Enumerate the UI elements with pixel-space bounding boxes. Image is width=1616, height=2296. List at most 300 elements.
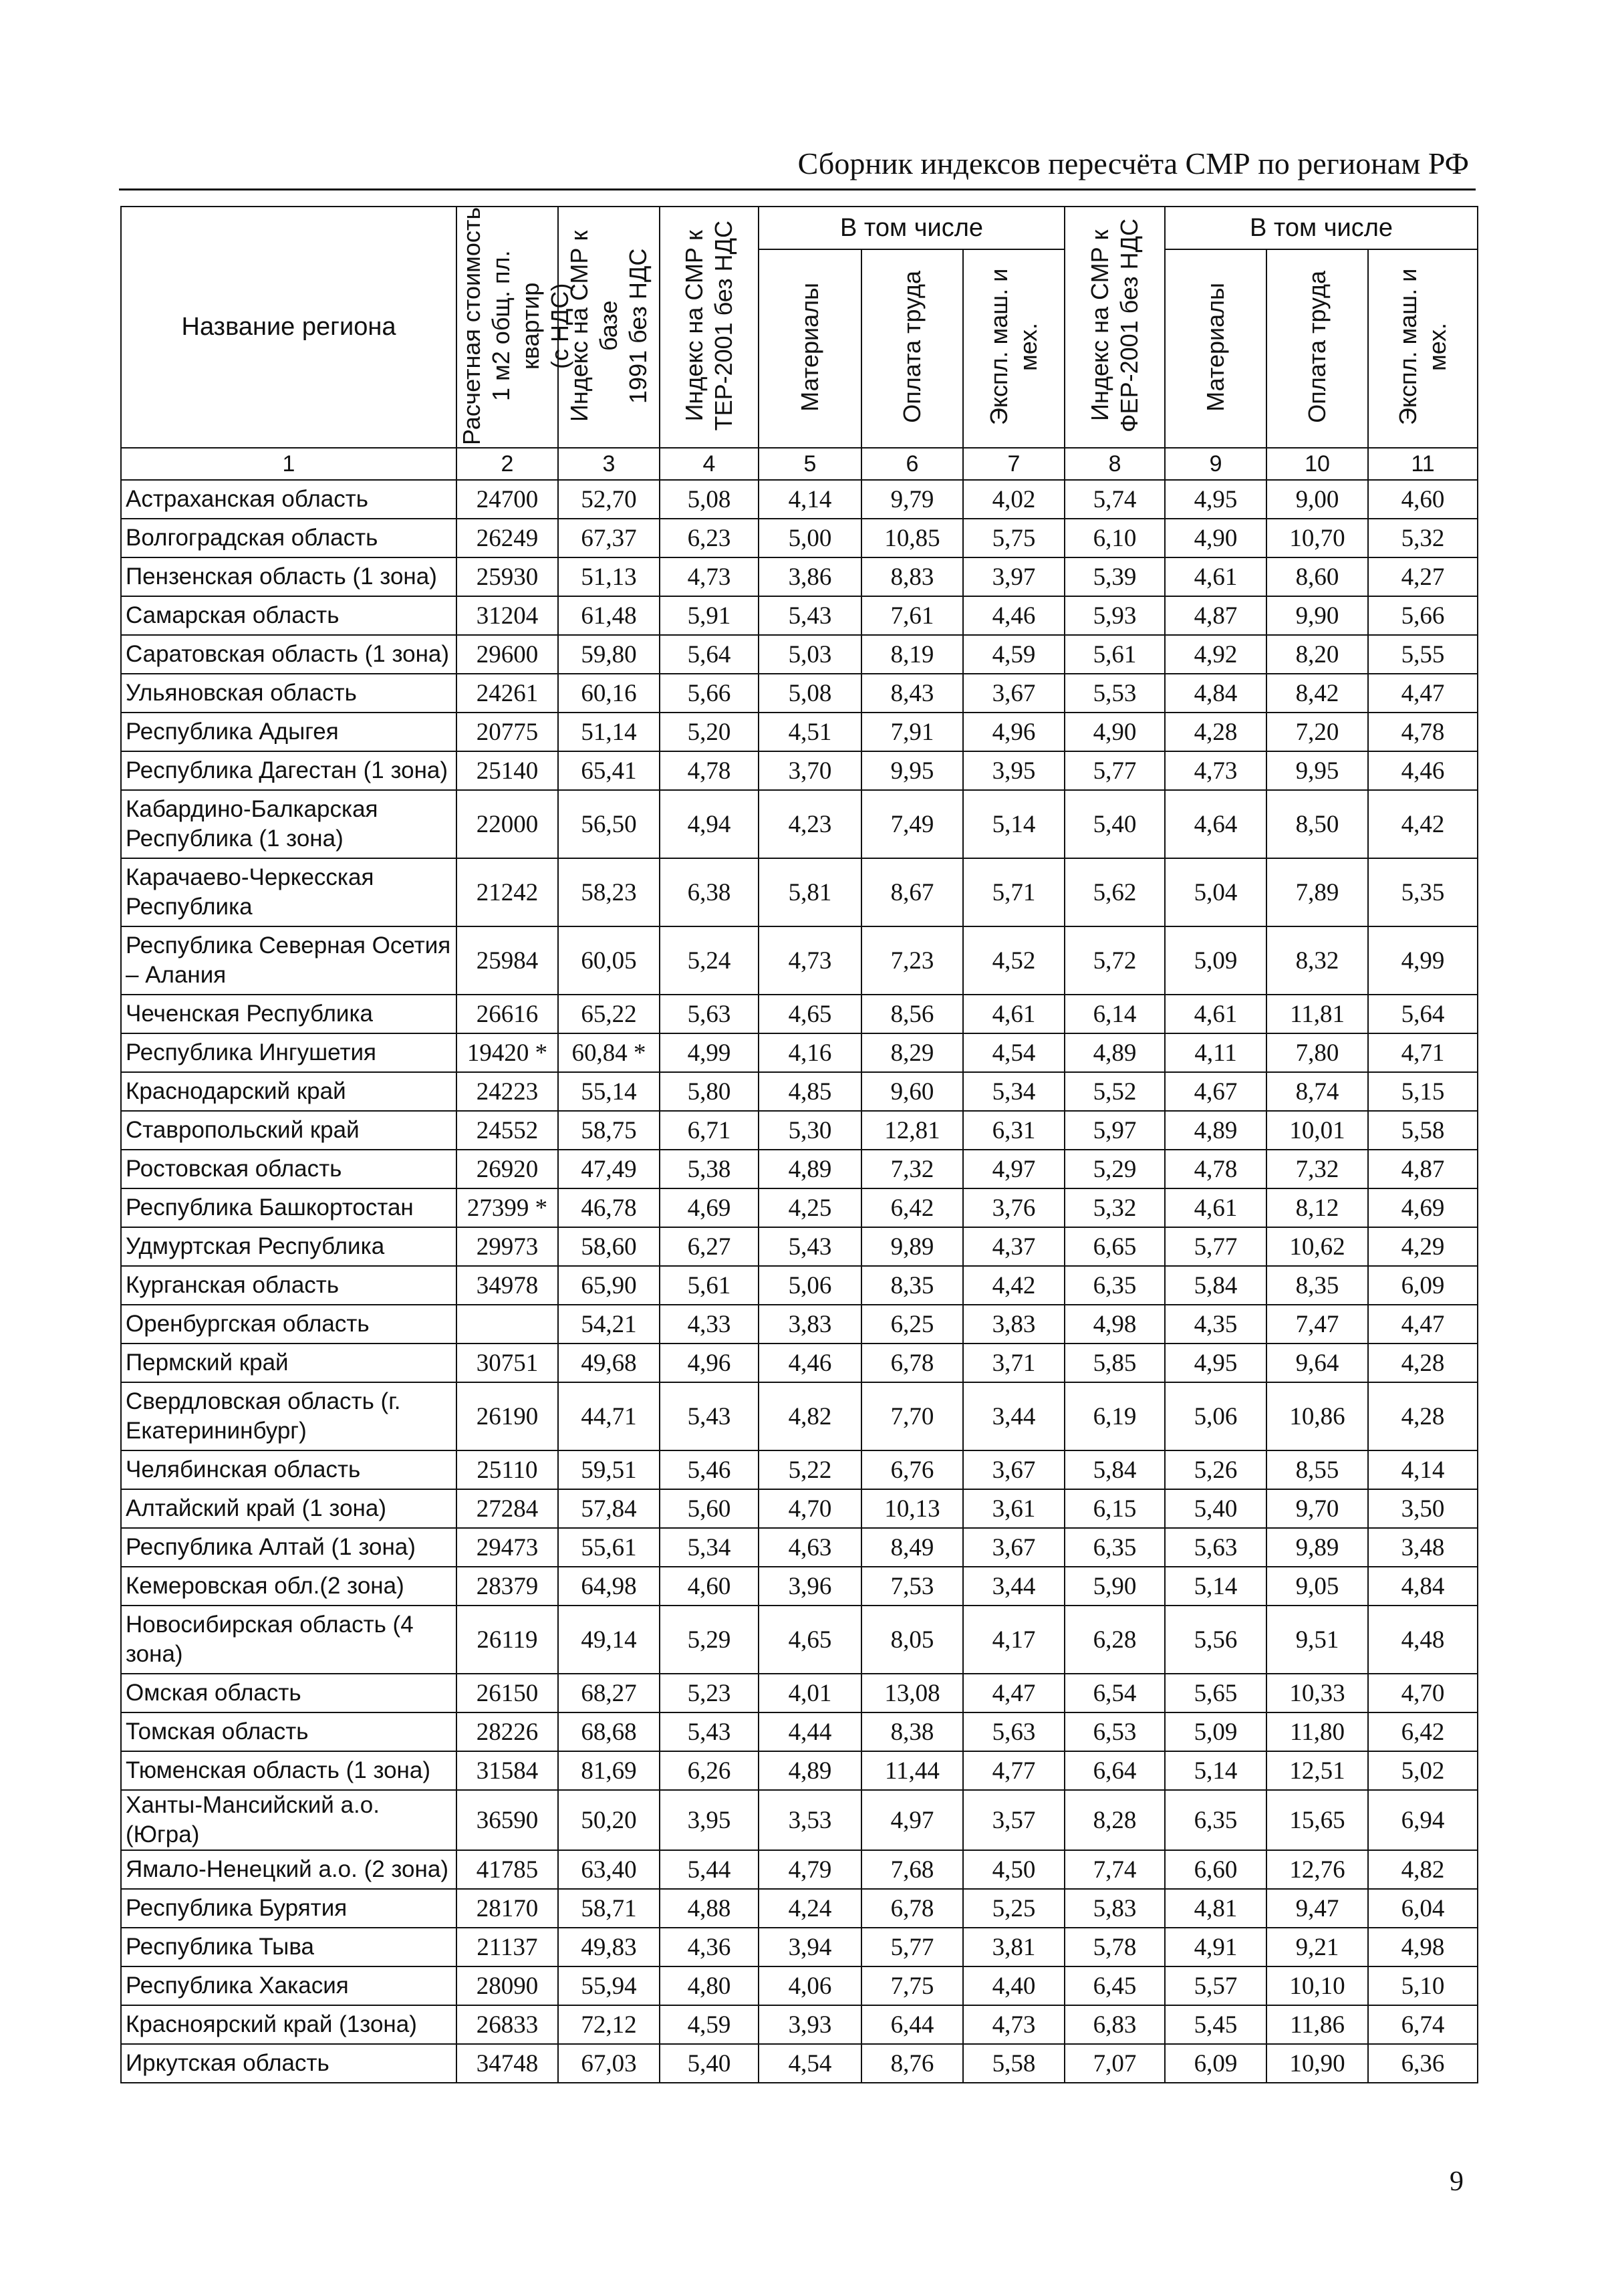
value-cell: 12,76 — [1266, 1850, 1368, 1889]
value-cell: 4,46 — [759, 1344, 861, 1382]
value-cell: 5,64 — [660, 635, 759, 674]
value-cell: 3,71 — [963, 1344, 1065, 1382]
value-cell: 3,67 — [963, 1528, 1065, 1567]
value-cell: 24223 — [456, 1072, 558, 1111]
value-cell: 26920 — [456, 1150, 558, 1188]
value-cell: 4,78 — [1368, 713, 1478, 751]
value-cell: 5,66 — [1368, 596, 1478, 635]
value-cell: 4,37 — [963, 1227, 1065, 1266]
value-cell: 4,54 — [759, 2044, 861, 2083]
value-cell: 21137 — [456, 1928, 558, 1966]
value-cell: 5,10 — [1368, 1966, 1478, 2005]
value-cell: 5,06 — [1165, 1382, 1266, 1450]
value-cell: 4,96 — [963, 713, 1065, 751]
value-cell: 4,80 — [660, 1966, 759, 2005]
value-cell: 60,05 — [558, 926, 660, 995]
value-cell: 25930 — [456, 557, 558, 596]
value-cell: 4,61 — [1165, 1188, 1266, 1227]
value-cell: 61,48 — [558, 596, 660, 635]
value-cell: 4,64 — [1165, 790, 1266, 858]
value-cell: 28170 — [456, 1889, 558, 1928]
value-cell: 5,39 — [1065, 557, 1165, 596]
value-cell: 51,13 — [558, 557, 660, 596]
value-cell: 7,75 — [861, 1966, 963, 2005]
value-cell: 6,28 — [1065, 1606, 1165, 1674]
value-cell: 4,29 — [1368, 1227, 1478, 1266]
table-row — [121, 1489, 1478, 1528]
value-cell: 4,89 — [759, 1150, 861, 1188]
table-row — [121, 751, 1478, 790]
value-cell: 6,71 — [660, 1111, 759, 1150]
value-cell: 4,48 — [1368, 1606, 1478, 1674]
value-cell: 4,97 — [861, 1790, 963, 1850]
value-cell: 10,90 — [1266, 2044, 1368, 2083]
value-cell: 5,32 — [1065, 1188, 1165, 1227]
value-cell: 5,08 — [660, 480, 759, 519]
region-name-cell: Новосибирская область (4 зона) — [121, 1606, 456, 1674]
region-name-cell: Краснодарский край — [121, 1072, 456, 1111]
table-row — [121, 1072, 1478, 1111]
column-number-cell: 7 — [963, 448, 1065, 480]
column-number-cell: 6 — [861, 448, 963, 480]
value-cell: 25110 — [456, 1450, 558, 1489]
header-materials-fer-label: Материалы — [1202, 282, 1230, 412]
table-row — [121, 480, 1478, 519]
value-cell: 4,79 — [759, 1850, 861, 1889]
value-cell: 4,88 — [660, 1889, 759, 1928]
value-cell: 4,70 — [759, 1489, 861, 1528]
value-cell: 49,14 — [558, 1606, 660, 1674]
value-cell: 8,19 — [861, 635, 963, 674]
table-row — [121, 1751, 1478, 1790]
table-row — [121, 1528, 1478, 1567]
value-cell: 65,41 — [558, 751, 660, 790]
value-cell: 3,83 — [963, 1305, 1065, 1344]
value-cell: 24700 — [456, 480, 558, 519]
value-cell: 4,99 — [660, 1033, 759, 1072]
value-cell: 8,29 — [861, 1033, 963, 1072]
table-row — [121, 596, 1478, 635]
value-cell: 5,30 — [759, 1111, 861, 1150]
value-cell: 7,47 — [1266, 1305, 1368, 1344]
value-cell: 11,86 — [1266, 2005, 1368, 2044]
header-materials-ter — [759, 249, 861, 448]
value-cell: 6,14 — [1065, 995, 1165, 1033]
value-cell: 5,80 — [660, 1072, 759, 1111]
value-cell: 6,35 — [1165, 1790, 1266, 1850]
value-cell: 4,65 — [759, 1606, 861, 1674]
value-cell: 5,29 — [660, 1606, 759, 1674]
value-cell: 13,08 — [861, 1674, 963, 1712]
value-cell: 56,50 — [558, 790, 660, 858]
value-cell: 63,40 — [558, 1850, 660, 1889]
value-cell: 4,82 — [1368, 1850, 1478, 1889]
value-cell: 6,42 — [861, 1188, 963, 1227]
value-cell: 4,73 — [660, 557, 759, 596]
value-cell: 5,74 — [1065, 480, 1165, 519]
value-cell: 3,44 — [963, 1567, 1065, 1606]
value-cell: 57,84 — [558, 1489, 660, 1528]
table-row — [121, 1111, 1478, 1150]
value-cell: 9,64 — [1266, 1344, 1368, 1382]
value-cell: 4,89 — [759, 1751, 861, 1790]
table-row — [121, 1850, 1478, 1889]
header-materials-ter-label: Материалы — [796, 282, 823, 412]
value-cell: 6,65 — [1065, 1227, 1165, 1266]
value-cell: 10,01 — [1266, 1111, 1368, 1150]
value-cell: 5,06 — [759, 1266, 861, 1305]
region-name-cell: Оренбургская область — [121, 1305, 456, 1344]
value-cell: 59,51 — [558, 1450, 660, 1489]
region-name-cell: Свердловская область (г. Екатерининбург) — [121, 1382, 456, 1450]
value-cell: 9,95 — [1266, 751, 1368, 790]
value-cell: 5,55 — [1368, 635, 1478, 674]
value-cell: 3,95 — [660, 1790, 759, 1850]
value-cell: 8,76 — [861, 2044, 963, 2083]
value-cell: 26119 — [456, 1606, 558, 1674]
column-number-cell: 11 — [1368, 448, 1478, 480]
header-divider — [119, 188, 1476, 190]
table-row — [121, 858, 1478, 926]
value-cell: 5,65 — [1165, 1674, 1266, 1712]
value-cell: 6,36 — [1368, 2044, 1478, 2083]
value-cell: 5,58 — [963, 2044, 1065, 2083]
value-cell: 6,78 — [861, 1889, 963, 1928]
value-cell: 4,17 — [963, 1606, 1065, 1674]
value-cell: 4,90 — [1065, 713, 1165, 751]
value-cell: 6,26 — [660, 1751, 759, 1790]
value-cell: 28226 — [456, 1712, 558, 1751]
value-cell: 6,54 — [1065, 1674, 1165, 1712]
value-cell: 9,21 — [1266, 1928, 1368, 1966]
value-cell: 4,14 — [1368, 1450, 1478, 1489]
value-cell: 5,85 — [1065, 1344, 1165, 1382]
value-cell: 5,44 — [660, 1850, 759, 1889]
value-cell: 4,44 — [759, 1712, 861, 1751]
value-cell: 8,56 — [861, 995, 963, 1033]
value-cell: 6,35 — [1065, 1266, 1165, 1305]
value-cell: 3,83 — [759, 1305, 861, 1344]
region-name-cell: Курганская область — [121, 1266, 456, 1305]
value-cell: 6,53 — [1065, 1712, 1165, 1751]
value-cell: 5,63 — [660, 995, 759, 1033]
value-cell: 24552 — [456, 1111, 558, 1150]
value-cell: 4,61 — [1165, 995, 1266, 1033]
value-cell: 26616 — [456, 995, 558, 1033]
value-cell: 34748 — [456, 2044, 558, 2083]
header-index-fer-label: Индекс на СМР к ФЕР-2001 без НДС — [1086, 219, 1143, 432]
value-cell: 3,97 — [963, 557, 1065, 596]
value-cell: 5,35 — [1368, 858, 1478, 926]
table-body — [121, 480, 1478, 2083]
value-cell: 4,87 — [1165, 596, 1266, 635]
region-name-cell: Тюменская область (1 зона) — [121, 1751, 456, 1790]
value-cell: 5,43 — [759, 1227, 861, 1266]
value-cell: 6,09 — [1165, 2044, 1266, 2083]
header-group-ter: В том числе — [759, 207, 1065, 249]
value-cell: 47,49 — [558, 1150, 660, 1188]
value-cell: 58,60 — [558, 1227, 660, 1266]
value-cell: 7,49 — [861, 790, 963, 858]
value-cell: 6,04 — [1368, 1889, 1478, 1928]
value-cell: 8,12 — [1266, 1188, 1368, 1227]
value-cell: 4,33 — [660, 1305, 759, 1344]
value-cell: 67,37 — [558, 519, 660, 557]
region-name-cell: Астраханская область — [121, 480, 456, 519]
value-cell: 12,81 — [861, 1111, 963, 1150]
value-cell: 5,09 — [1165, 1712, 1266, 1751]
value-cell: 4,73 — [1165, 751, 1266, 790]
value-cell: 4,89 — [1165, 1111, 1266, 1150]
table-row — [121, 2005, 1478, 2044]
column-number-cell: 3 — [558, 448, 660, 480]
region-name-cell: Удмуртская Республика — [121, 1227, 456, 1266]
value-cell: 5,25 — [963, 1889, 1065, 1928]
column-number-cell: 4 — [660, 448, 759, 480]
value-cell: 4,50 — [963, 1850, 1065, 1889]
value-cell: 3,44 — [963, 1382, 1065, 1450]
value-cell: 65,22 — [558, 995, 660, 1033]
value-cell: 7,80 — [1266, 1033, 1368, 1072]
value-cell: 55,94 — [558, 1966, 660, 2005]
header-labor-fer-label: Оплата труда — [1303, 271, 1331, 423]
region-name-cell: Ямало-Ненецкий а.о. (2 зона) — [121, 1850, 456, 1889]
value-cell: 4,90 — [1165, 519, 1266, 557]
table-row — [121, 1227, 1478, 1266]
region-index-table — [120, 206, 1478, 2083]
table-row — [121, 1344, 1478, 1382]
value-cell: 4,78 — [1165, 1150, 1266, 1188]
value-cell: 41785 — [456, 1850, 558, 1889]
value-cell: 26190 — [456, 1382, 558, 1450]
value-cell: 9,95 — [861, 751, 963, 790]
value-cell: 6,78 — [861, 1344, 963, 1382]
region-name-cell: Республика Алтай (1 зона) — [121, 1528, 456, 1567]
value-cell: 26249 — [456, 519, 558, 557]
value-cell: 68,68 — [558, 1712, 660, 1751]
value-cell: 4,40 — [963, 1966, 1065, 2005]
value-cell: 4,52 — [963, 926, 1065, 995]
value-cell: 10,10 — [1266, 1966, 1368, 2005]
region-name-cell: Челябинская область — [121, 1450, 456, 1489]
value-cell: 7,53 — [861, 1567, 963, 1606]
header-labor-fer — [1266, 249, 1368, 448]
value-cell: 5,61 — [660, 1266, 759, 1305]
value-cell: 8,05 — [861, 1606, 963, 1674]
value-cell: 4,61 — [963, 995, 1065, 1033]
value-cell: 5,40 — [1065, 790, 1165, 858]
value-cell: 6,27 — [660, 1227, 759, 1266]
value-cell: 9,79 — [861, 480, 963, 519]
value-cell: 8,35 — [1266, 1266, 1368, 1305]
value-cell: 5,77 — [861, 1928, 963, 1966]
value-cell: 6,42 — [1368, 1712, 1478, 1751]
header-index-ter — [660, 207, 759, 448]
value-cell: 8,32 — [1266, 926, 1368, 995]
header-index-fer — [1065, 207, 1165, 448]
region-name-cell: Кабардино-Балкарская Республика (1 зона) — [121, 790, 456, 858]
value-cell: 29473 — [456, 1528, 558, 1567]
value-cell: 6,31 — [963, 1111, 1065, 1150]
table-row — [121, 674, 1478, 713]
value-cell: 58,71 — [558, 1889, 660, 1928]
value-cell: 5,66 — [660, 674, 759, 713]
value-cell: 3,94 — [759, 1928, 861, 1966]
value-cell: 9,89 — [861, 1227, 963, 1266]
value-cell: 4,81 — [1165, 1889, 1266, 1928]
region-name-cell: Томская область — [121, 1712, 456, 1751]
value-cell: 10,70 — [1266, 519, 1368, 557]
value-cell: 6,09 — [1368, 1266, 1478, 1305]
table-row — [121, 635, 1478, 674]
region-name-cell: Республика Тыва — [121, 1928, 456, 1966]
value-cell: 6,35 — [1065, 1528, 1165, 1567]
value-cell: 6,19 — [1065, 1382, 1165, 1450]
value-cell: 3,67 — [963, 1450, 1065, 1489]
value-cell: 25140 — [456, 751, 558, 790]
value-cell: 58,23 — [558, 858, 660, 926]
value-cell: 31204 — [456, 596, 558, 635]
header-machines-ter-label: Экспл. маш. и мех. — [985, 268, 1043, 426]
value-cell: 4,28 — [1165, 713, 1266, 751]
value-cell: 3,70 — [759, 751, 861, 790]
value-cell: 36590 — [456, 1790, 558, 1850]
value-cell: 46,78 — [558, 1188, 660, 1227]
column-number-cell: 9 — [1165, 448, 1266, 480]
value-cell: 6,94 — [1368, 1790, 1478, 1850]
value-cell: 5,46 — [660, 1450, 759, 1489]
value-cell: 5,45 — [1165, 2005, 1266, 2044]
value-cell: 4,59 — [963, 635, 1065, 674]
value-cell: 4,82 — [759, 1382, 861, 1450]
value-cell: 5,14 — [963, 790, 1065, 858]
value-cell: 27399 * — [456, 1188, 558, 1227]
value-cell: 8,42 — [1266, 674, 1368, 713]
value-cell: 7,32 — [861, 1150, 963, 1188]
value-cell: 5,14 — [1165, 1751, 1266, 1790]
table-row — [121, 1928, 1478, 1966]
table-row — [121, 926, 1478, 995]
value-cell: 3,48 — [1368, 1528, 1478, 1567]
value-cell: 5,81 — [759, 858, 861, 926]
value-cell: 29973 — [456, 1227, 558, 1266]
value-cell: 8,74 — [1266, 1072, 1368, 1111]
value-cell: 4,94 — [660, 790, 759, 858]
region-name-cell: Республика Дагестан (1 зона) — [121, 751, 456, 790]
column-number-cell: 8 — [1065, 448, 1165, 480]
table-row — [121, 519, 1478, 557]
value-cell: 60,84 * — [558, 1033, 660, 1072]
region-name-cell: Кемеровская обл.(2 зона) — [121, 1567, 456, 1606]
value-cell: 6,38 — [660, 858, 759, 926]
value-cell: 5,43 — [660, 1712, 759, 1751]
value-cell: 5,29 — [1065, 1150, 1165, 1188]
value-cell: 4,14 — [759, 480, 861, 519]
value-cell: 5,26 — [1165, 1450, 1266, 1489]
value-cell: 11,44 — [861, 1751, 963, 1790]
value-cell: 5,40 — [660, 2044, 759, 2083]
region-index-table-container — [120, 206, 1477, 2083]
page-header-title: Сборник индексов пересчёта СМР по регионам РФ — [797, 146, 1469, 180]
value-cell: 4,42 — [963, 1266, 1065, 1305]
value-cell: 49,68 — [558, 1344, 660, 1382]
value-cell: 5,00 — [759, 519, 861, 557]
value-cell: 6,23 — [660, 519, 759, 557]
value-cell: 5,78 — [1065, 1928, 1165, 1966]
value-cell: 58,75 — [558, 1111, 660, 1150]
value-cell: 4,47 — [1368, 1305, 1478, 1344]
value-cell: 5,20 — [660, 713, 759, 751]
value-cell: 10,62 — [1266, 1227, 1368, 1266]
value-cell: 4,25 — [759, 1188, 861, 1227]
region-name-cell: Республика Хакасия — [121, 1966, 456, 2005]
value-cell: 5,03 — [759, 635, 861, 674]
value-cell: 20775 — [456, 713, 558, 751]
value-cell: 6,60 — [1165, 1850, 1266, 1889]
value-cell: 4,84 — [1368, 1567, 1478, 1606]
value-cell: 7,20 — [1266, 713, 1368, 751]
value-cell: 10,86 — [1266, 1382, 1368, 1450]
value-cell: 15,65 — [1266, 1790, 1368, 1850]
value-cell: 5,43 — [759, 596, 861, 635]
value-cell: 4,85 — [759, 1072, 861, 1111]
value-cell: 5,24 — [660, 926, 759, 995]
value-cell: 4,51 — [759, 713, 861, 751]
table-row — [121, 1150, 1478, 1188]
region-name-cell: Чеченская Республика — [121, 995, 456, 1033]
value-cell: 64,98 — [558, 1567, 660, 1606]
value-cell: 9,70 — [1266, 1489, 1368, 1528]
value-cell: 4,28 — [1368, 1382, 1478, 1450]
value-cell: 6,83 — [1065, 2005, 1165, 2044]
region-name-cell: Республика Адыгея — [121, 713, 456, 751]
value-cell: 4,73 — [759, 926, 861, 995]
header-cost — [456, 206, 573, 448]
value-cell: 3,50 — [1368, 1489, 1478, 1528]
value-cell: 5,93 — [1065, 596, 1165, 635]
value-cell: 4,36 — [660, 1928, 759, 1966]
value-cell: 4,84 — [1165, 674, 1266, 713]
header-index-1991-label: Индекс на СМР к базе 1991 без НДС — [565, 229, 652, 422]
value-cell: 28090 — [456, 1966, 558, 2005]
header-machines-ter — [963, 249, 1065, 448]
value-cell: 9,60 — [861, 1072, 963, 1111]
value-cell: 6,25 — [861, 1305, 963, 1344]
value-cell: 5,77 — [1065, 751, 1165, 790]
value-cell: 4,63 — [759, 1528, 861, 1567]
value-cell: 5,84 — [1165, 1266, 1266, 1305]
value-cell: 4,11 — [1165, 1033, 1266, 1072]
value-cell: 4,46 — [963, 596, 1065, 635]
value-cell: 4,67 — [1165, 1072, 1266, 1111]
page-number: 9 — [1450, 2166, 1464, 2197]
value-cell: 4,42 — [1368, 790, 1478, 858]
table-row — [121, 713, 1478, 751]
value-cell: 8,67 — [861, 858, 963, 926]
value-cell: 8,20 — [1266, 635, 1368, 674]
region-name-cell: Ульяновская область — [121, 674, 456, 713]
region-name-cell: Республика Бурятия — [121, 1889, 456, 1928]
value-cell: 31584 — [456, 1751, 558, 1790]
region-name-cell: Омская область — [121, 1674, 456, 1712]
region-name-cell: Ставропольский край — [121, 1111, 456, 1150]
value-cell: 5,38 — [660, 1150, 759, 1188]
value-cell: 34978 — [456, 1266, 558, 1305]
header-machines-fer-label: Экспл. маш. и мех. — [1394, 268, 1452, 426]
value-cell: 3,81 — [963, 1928, 1065, 1966]
value-cell: 4,95 — [1165, 1344, 1266, 1382]
value-cell: 8,49 — [861, 1528, 963, 1567]
